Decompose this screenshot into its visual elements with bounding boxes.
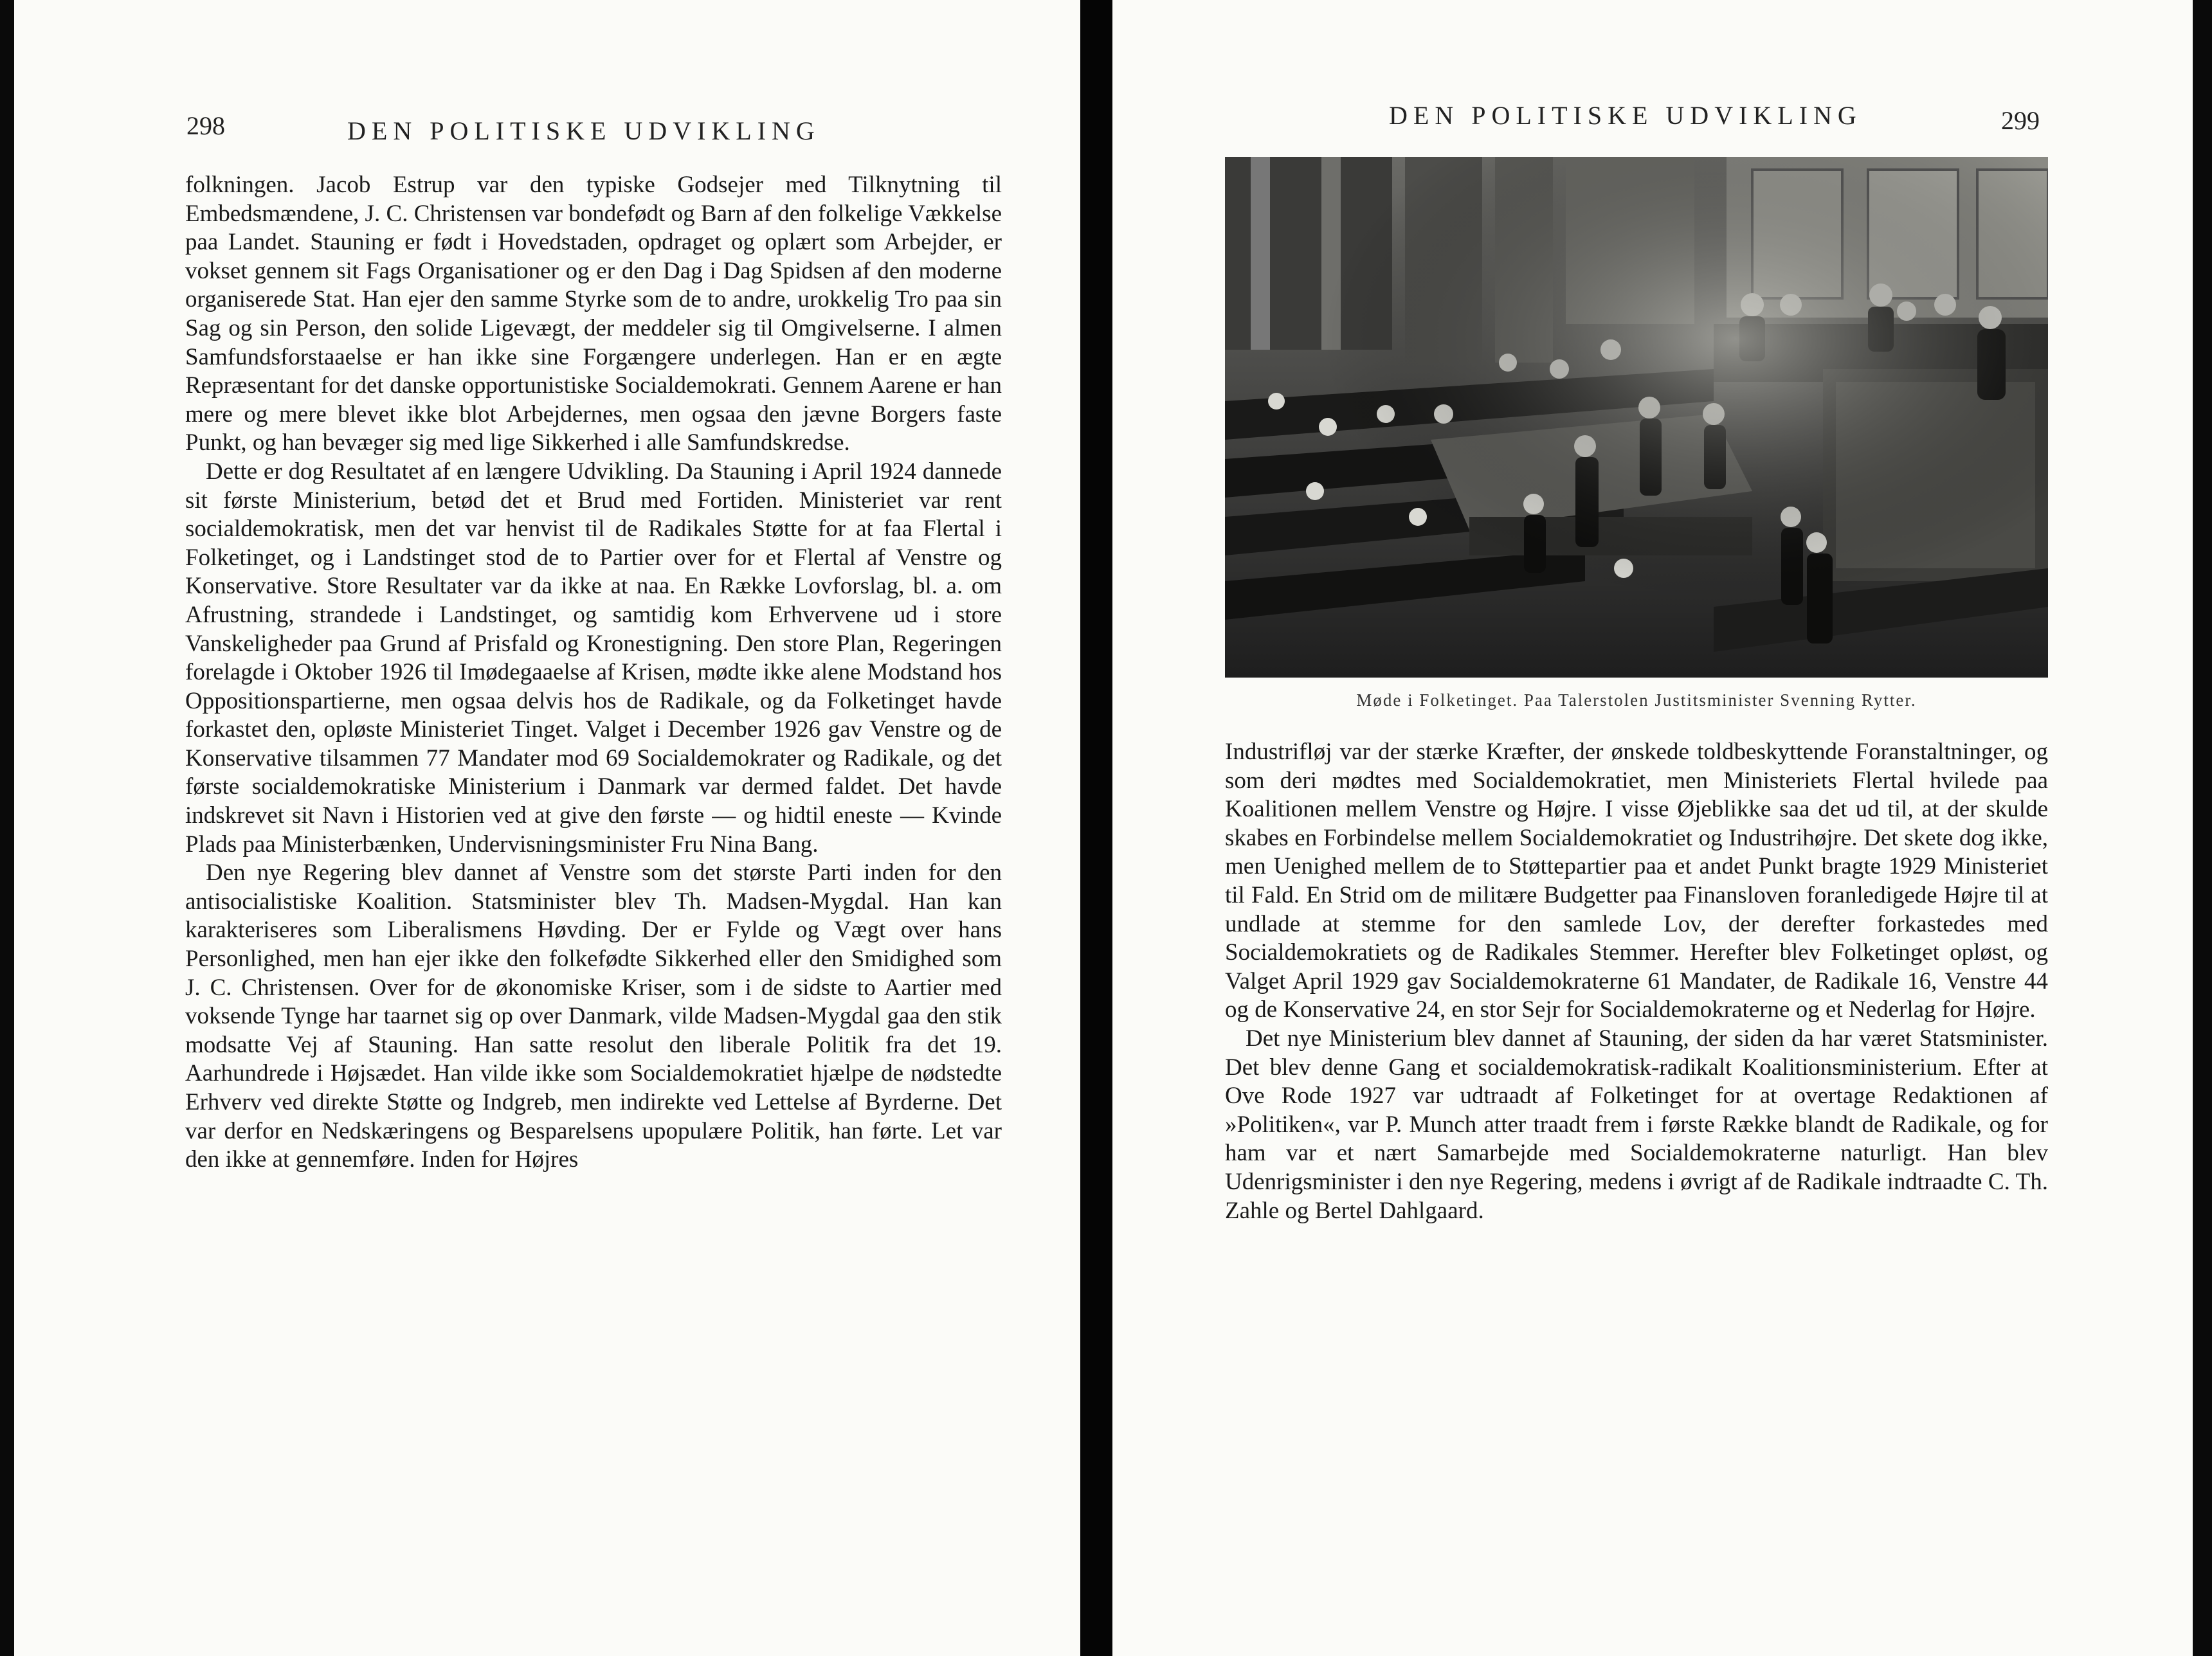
body-text [1225,738,2048,1225]
parliament-photo [1225,157,2048,678]
body-text [185,171,1002,1174]
paragraph: Den nye Regering blev dannet af Venstre som det største Parti inden for den antisocialistiske Koalition. Statsminister blev Th. Madsen-Mygdal. Han kan karakteriseres som Liberalismens Høvding. Der er Fylde og Vægt over hans Personlighed, men han ejer ikke den folkefødte Sikkerhed eller den Smidighed som J. C. Christensen. Over for de økonomiske Kriser, som i de sidste to Aartier med voksende Tynge har taarnet sig op over Danmark, vilde Madsen-Mygdal gaa den stik modsatte Vej af Stauning. Han satte resolut den liberale Politik fra det 19. Aarhundrede i Højsædet. Han vilde ikke som Socialdemokratiet hjælpe de nødstedte Erhverv ved direkte Støtte og Indgreb, men indirekte ved Lettelse af Byrderne. Det var derfor en Nedskæringens og Besparelsens upopulære Politik, han førte. Let var den ikke at gennemføre. Inden for Højres [185,860,1002,1173]
book-gutter [1080,0,1112,1656]
page-number: 298 [186,111,225,140]
page-number: 299 [2001,106,2040,135]
paragraph: Dette er dog Resultatet af en længere Udvikling. Da Stauning i April 1924 dannede sit første Ministerium, betød det et Brud med Fortiden. Ministeriet var rent socialdemokratisk, men det var henvist til de Radikales Støtte for at faa Flertal i Folketinget, og i Landstinget stod de to Partier over for et Flertal af Venstre og Konservative. Store Resultater var da ikke at naa. En Række Lovforslag, bl. a. om Afrustning, strandede i Landstinget, og samtidig kom Erhvervene ud i store Vanskeligheder paa Grund af Prisfald og Kronestigning. Den store Plan, Regeringen forelagde i Oktober 1926 til Imødegaaelse af Krisen, mødte ikke alene Modstand hos Oppositionspartierne, men ogsaa delvis hos de Radikale, og da Folketinget havde forkastet den, opløste Ministeriet Tinget. Valget i December 1926 gav Venstre og de Konservative tilsammen 77 Mandater mod 69 Socialdemokrater og Radikale, og det første socialdemokratiske Ministerium i Danmark var dermed faldet. Det havde indskrevet sit Navn i Historien ved at give den første — og hidtil eneste — Kvinde Plads paa Ministerbænken, Undervisningsminister Fru Nina Bang. [185,458,1002,858]
paragraph: folkningen. Jacob Estrup var den typiske Godsejer med Tilknytning til Embedsmændene, J. C. Christensen var bondefødt og Barn af den folkelige Vækkelse paa Landet. Stauning er født i Hovedstaden, opdraget og oplært som Arbejder, er vokset gennem sit Fags Organisationer og er den Dag i Dag Spidsen af den moderne organiserede Stat. Han ejer den samme Styrke som de to andre, urokkelig Tro paa sin Sag og sin Person, den solide Ligevægt, der meddeler sig til Omgivelserne. I almen Samfundsforstaaelse er han ikke sine Forgængere underlegen. Han er en ægte Repræsentant for det danske opportunistiske Socialdemokrati. Gennem Aarene er han mere og mere blevet ikke blot Arbejdernes, men ogsaa den jævne Borgers faste Punkt, og han bevæger sig med lige Sikkerhed i alle Samfundskredse. [185,172,1002,456]
running-head: DEN POLITISKE UDVIKLING [1389,101,1862,130]
running-head: DEN POLITISKE UDVIKLING [347,116,820,145]
photo-caption: Møde i Folketinget. Paa Talerstolen Justitsminister Svenning Rytter. [1356,690,1917,710]
paragraph: Industrifløj var der stærke Kræfter, der ønskede toldbeskyttende Foranstaltninger, og som deri mødtes med Socialdemokratiet, men Ministeriets Flertal hvilede paa Koalitionen mellem Venstre og Højre. I visse Øjeblikke saa det ud til, at der skulde skabes en Forbindelse mellem Socialdemokratiet og Industrihøjre. Det skete dog ikke, men Uenighed mellem de to Støttepartier paa et andet Punkt bragte 1929 Ministeriet til Fald. En Strid om de militære Budgetter paa Finansloven foranledigede Højre til at undlade at stemme for den samlede Lov, der derefter forkastedes med Socialdemokratiets og de Radikales Stemmer. Herefter blev Folketinget opløst, og Valget April 1929 gav Socialdemokraterne 61 Mandater, de Radikale 16, Venstre 44 og de Konservative 24, en stor Sejr for Socialdemokraterne og et Nederlag for Højre. [1225,739,2048,1023]
paragraph: Det nye Ministerium blev dannet af Stauning, der siden da har været Statsminister. Det blev denne Gang et socialdemokratisk-radikalt Koalitionsministerium. Efter at Ove Rode 1927 var udtraadt af Folketinget for at overtage Redaktionen af »Politiken«, var P. Munch atter traadt frem i første Række blandt de Radikale, og for ham var et nært Samarbejde med Socialdemokraterne naturligt. Han blev Udenrigsminister i den nye Regering, medens i øvrigt af de Radikale indtraadte C. Th. Zahle og Bertel Dahlgaard. [1225,1025,2048,1224]
left-page [14,0,1080,1656]
right-page [1112,0,2193,1656]
right-edge [2193,0,2212,1656]
